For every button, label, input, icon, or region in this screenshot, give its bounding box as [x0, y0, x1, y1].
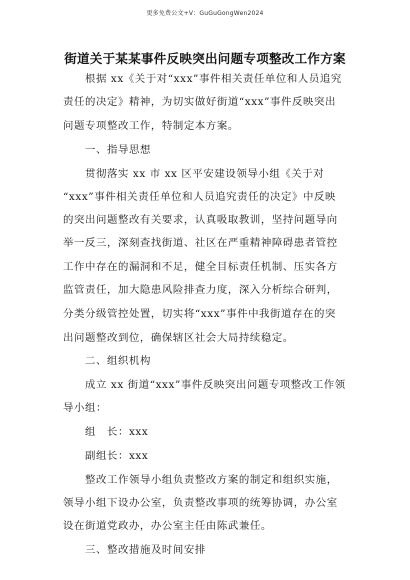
body-line: 整改工作领导小组负责整改方案的制定和组织实施， [85, 474, 338, 486]
body-line: 的突出问题整改有关要求，认真吸取教训，坚持问题导向 [63, 214, 338, 226]
body-line: 领导小组下设办公室，负责整改事项的统筹协调，办公室 [63, 497, 338, 509]
deputy-leader-line: 副组长：xxx [85, 450, 149, 462]
body-line: 根据 xx《关于对“xxx”事件相关责任单位和人员追究 [85, 73, 342, 85]
body-line: 出问题整改到位，确保辖区社会大局持续稳定。 [63, 332, 294, 344]
body-line: “xxx”事件相关责任单位和人员追究责任的决定》中反映 [63, 191, 336, 203]
body-line: 成立 xx 街道“xxx”事件反映突出问题专项整改工作领 [85, 379, 346, 391]
body-line: 贯彻落实 xx 市 xx 区平安建设领导小组《关于对 [85, 168, 325, 180]
body-line: 举一反三，深刻查找街道、社区在严重精神障碍患者管控 [63, 237, 338, 249]
document-title: 街道关于某某事件反映突出问题专项整改工作方案 [64, 51, 346, 66]
body-line: 问题专项整改工作，特制定本方案。 [63, 120, 239, 132]
body-line: 导小组： [63, 402, 107, 414]
body-line: 设在街道党政办，办公室主任由陈武兼任。 [63, 520, 272, 532]
section-heading: 二、组织机构 [85, 355, 151, 367]
body-line: 分类分级管控处置，切实将“xxx”事件中我街道存在的突 [63, 308, 336, 320]
body-line: 监管责任，加大隐患风险排查力度，深入分析综合研判， [63, 284, 338, 296]
header-watermark: 更多免费公文+V：GuGuGongWen2024 [146, 10, 264, 17]
body-line: 工作中存在的漏洞和不足，健全目标责任机制、压实各方 [63, 261, 338, 273]
leader-line: 组 长：xxx [85, 426, 149, 438]
section-heading: 一、指导思想 [85, 144, 151, 156]
section-heading: 三、整改措施及时间安排 [85, 544, 206, 556]
body-line: 责任的决定》精神，为切实做好街道“xxx”事件反映突出 [63, 96, 336, 108]
